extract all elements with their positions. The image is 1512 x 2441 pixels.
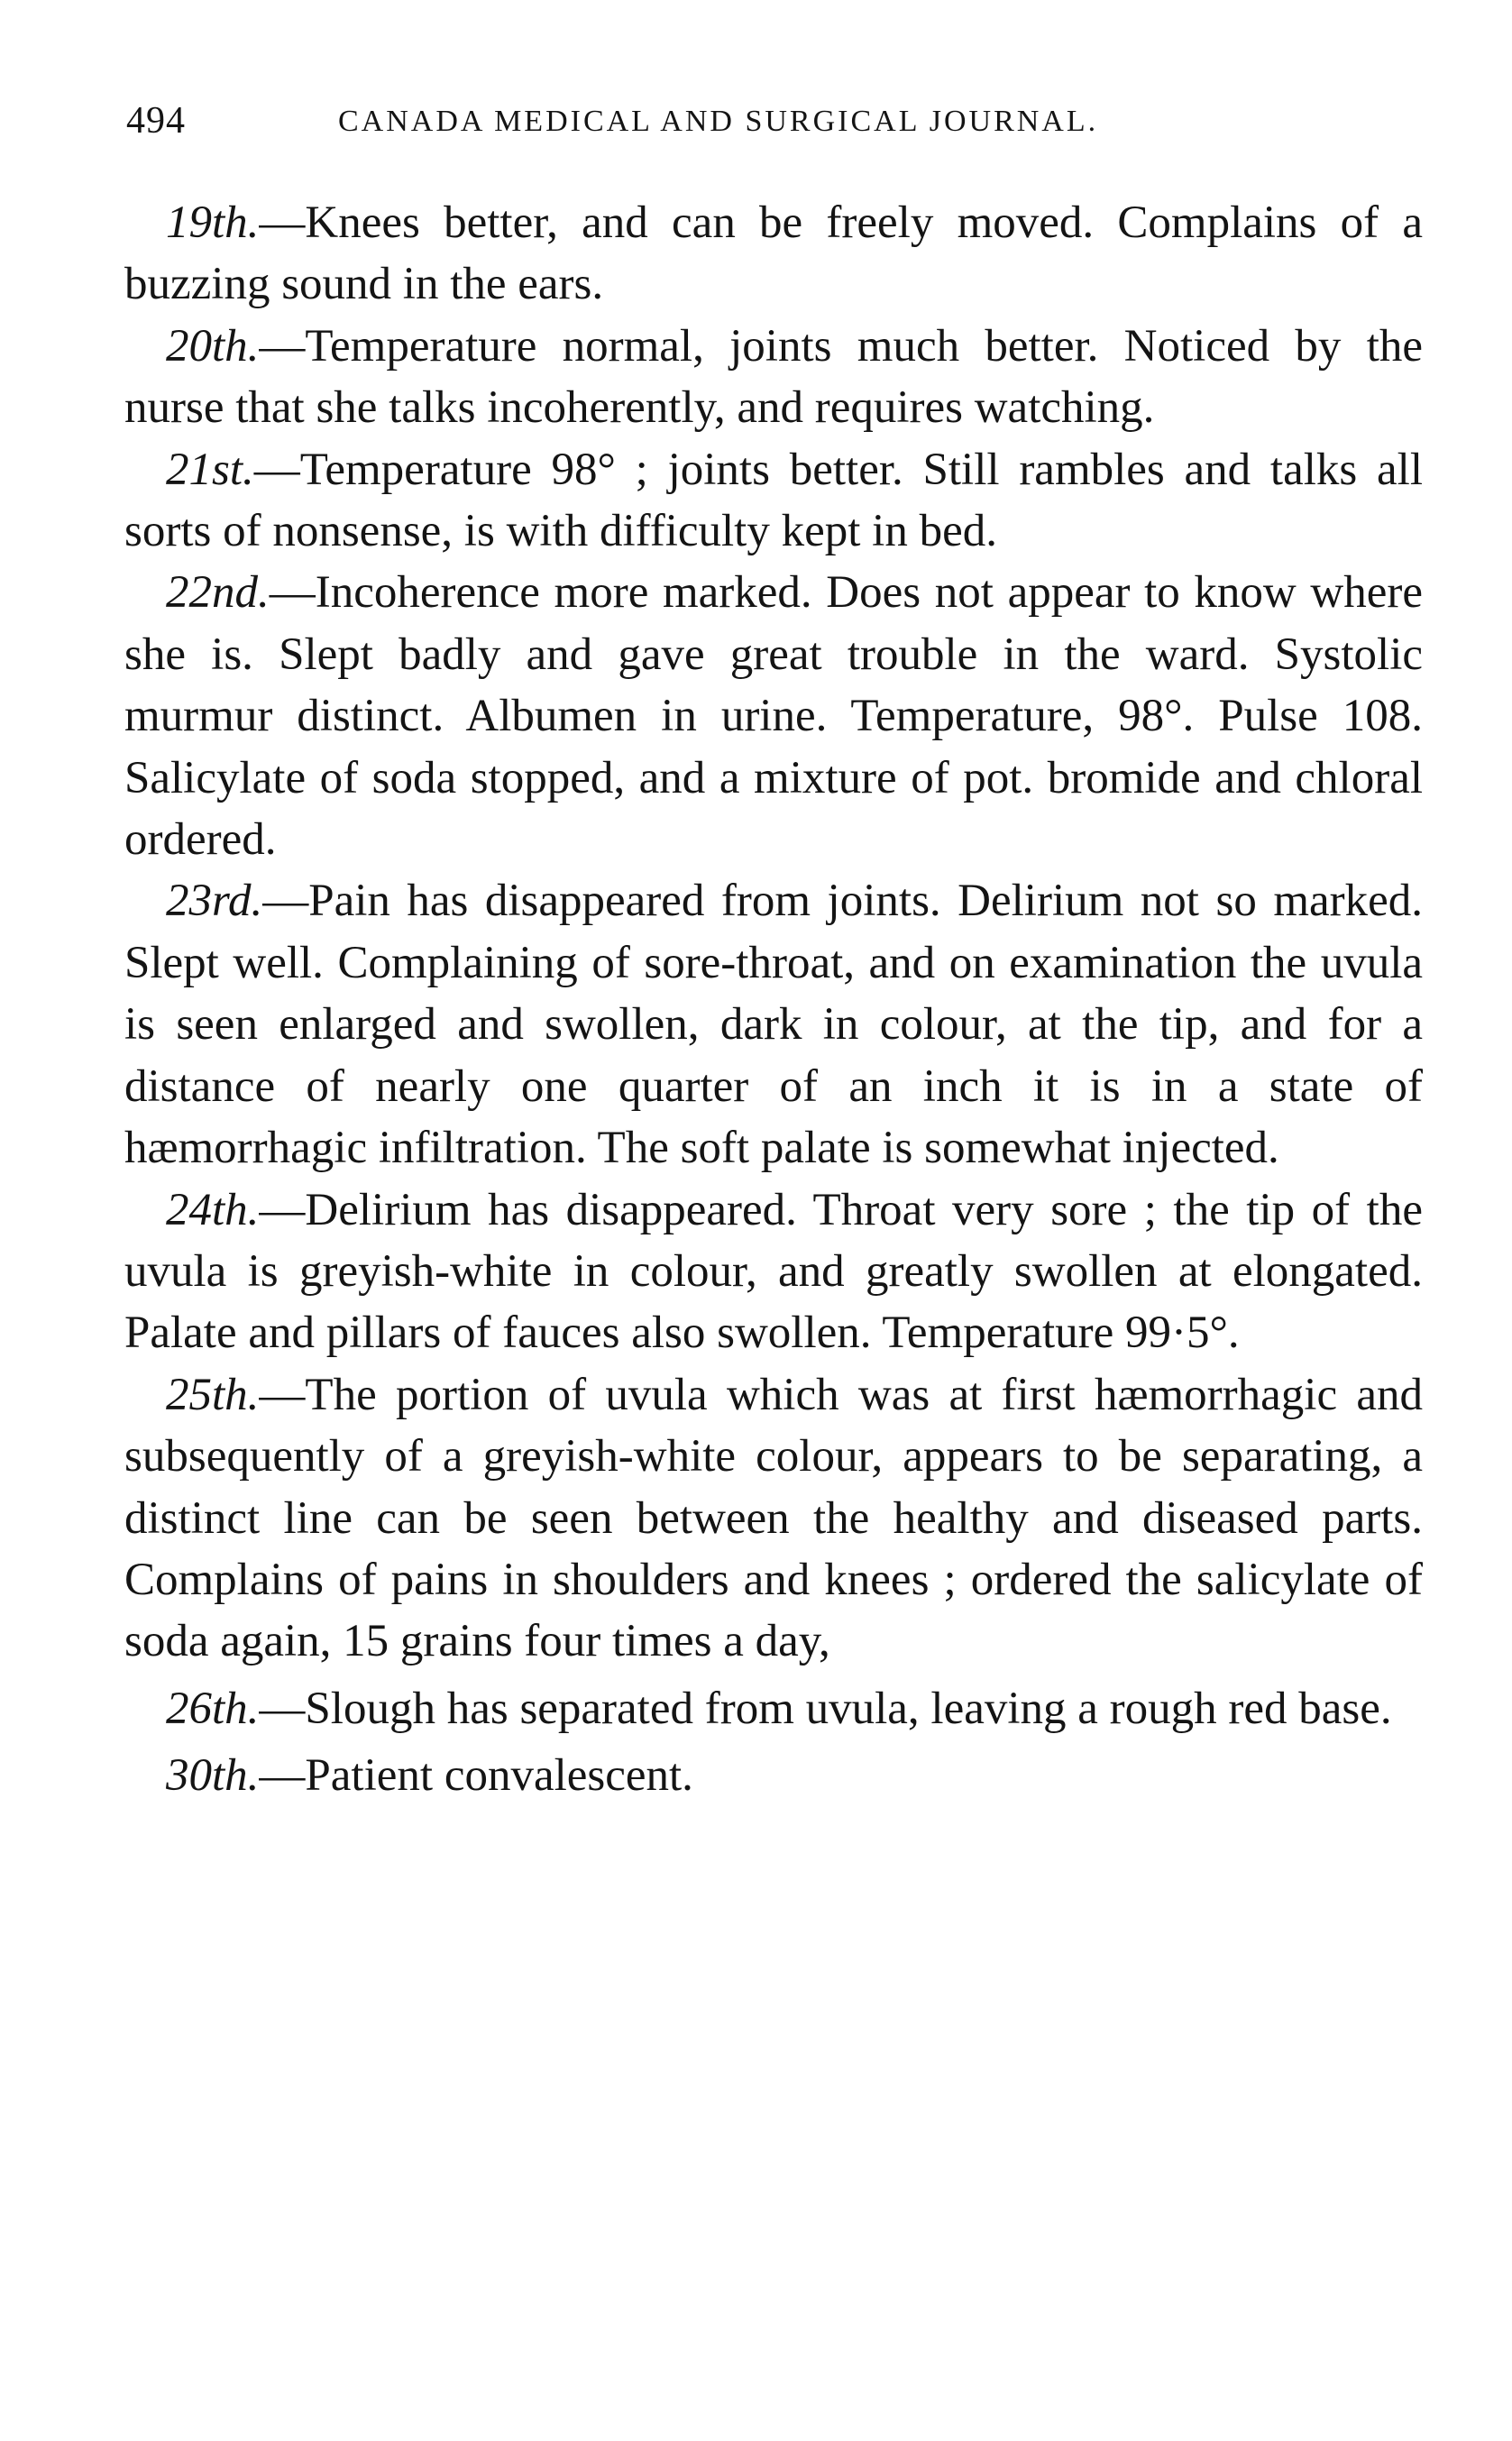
entry-20th: [124, 316, 1423, 439]
entry-date: 25th.: [166, 1369, 260, 1420]
entry-text: —Incoherence more marked. Does not appear to know where she is. Slept badly and gave great trouble in the ward. Systolic murmur distinct. Albumen in urine. Temperature, 98°. Pulse 108. Salicylate of soda stopped, and a mixture of pot. bromide and chloral ordered.: [124, 567, 1423, 866]
entry-text: —Pain has disappeared from joints. Delirium not so marked. Slept well. Complaining of sore-throat, and on examination the uvula is seen enlarged and swollen, dark in colour, at the tip, and for a distance of nearly one quarter of an inch it is in a state of hæmorrhagic infiltration. The soft palate is somewhat injected.: [124, 876, 1423, 1174]
entry-text: —Temperature normal, joints much better. Noticed by the nurse that she talks incoherently, and requires watching.: [124, 320, 1423, 434]
entry-text: —The portion of uvula which was at first hæmorrhagic and subsequently of a greyish-white colour, appears to be separating, a distinct line can be seen between the healthy and diseased parts. Complains of pains in shoulders and knees ; ordered the salicylate of soda again, 15 grains four times a day,: [124, 1369, 1423, 1667]
entry-text: —Patient convalescent.: [259, 1750, 693, 1802]
entry-23rd: [124, 870, 1423, 1179]
entry-26th: [124, 1678, 1423, 1739]
case-notes: [124, 192, 1423, 1807]
entry-date: 22nd.: [166, 567, 270, 619]
entry-date: 24th.: [166, 1184, 260, 1235]
page-header: [126, 99, 1407, 162]
entry-text: —Temperature 98° ; joints better. Still rambles and talks all sorts of nonsense, is with difficulty kept in bed.: [124, 444, 1423, 557]
entry-text: —Delirium has disappeared. Throat very sore ; the tip of the uvula is greyish-white in colour, and greatly swollen at elongated. Palate and pillars of fauces also swollen. Temperature 99·5°.: [124, 1184, 1423, 1359]
entry-text: —Slough has separated from uvula, leaving a rough red base.: [259, 1683, 1392, 1734]
entry-date: 23rd.: [166, 876, 263, 927]
running-title: CANADA MEDICAL AND SURGICAL JOURNAL.: [338, 105, 1099, 138]
entry-date: 20th.: [166, 320, 260, 372]
entry-30th: [124, 1745, 1423, 1806]
entry-date: 30th.: [166, 1750, 260, 1802]
page-number: 494: [126, 100, 186, 142]
entry-22nd: [124, 562, 1423, 870]
entry-date: 19th.: [166, 197, 260, 248]
entry-25th: [124, 1364, 1423, 1673]
entry-19th: [124, 192, 1423, 316]
entry-date: 21st.: [166, 444, 254, 495]
entry-date: 26th.: [166, 1683, 260, 1734]
entry-21st: [124, 439, 1423, 563]
entry-text: —Knees better, and can be freely moved. Complains of a buzzing sound in the ears.: [124, 197, 1423, 310]
entry-24th: [124, 1179, 1423, 1364]
